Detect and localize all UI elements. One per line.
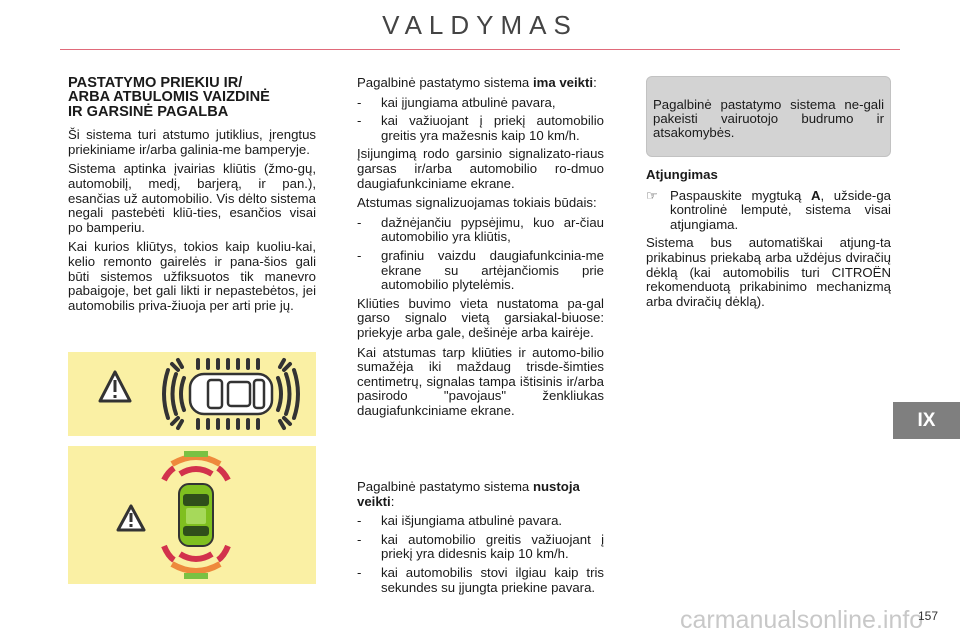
deactivation-heading: Atjungimas bbox=[646, 167, 718, 182]
page-number: 157 bbox=[918, 609, 939, 623]
deactivation-intro-bold: nustoja veikti bbox=[357, 479, 580, 509]
detection-paragraph: Sistema aptinka įvairias kliūtis (žmo-gų, automobilį, medį, barjerą, ir pan.), esančias už automobilio. Vis dėlto sistema negali pastebėti kliū-ties, esančios visai po bamperiu. bbox=[68, 161, 316, 235]
deactivation-column bbox=[646, 168, 891, 314]
button-instruction-suffix: , užside-ga kontrolinė lemputė, sistema visai atjungiama. bbox=[670, 187, 891, 232]
warning-triangle-icon bbox=[118, 506, 144, 530]
list-dash: - bbox=[357, 564, 362, 580]
deactivation-block bbox=[357, 480, 604, 599]
section-title-line: PASTATYMO PRIEKIU IR/ bbox=[68, 75, 243, 91]
list-dash: - bbox=[357, 113, 362, 129]
button-letter: A bbox=[810, 187, 821, 203]
list-item bbox=[357, 514, 604, 529]
car-top-view-illustration bbox=[68, 352, 316, 436]
warning-triangle-icon bbox=[100, 372, 130, 401]
list-item bbox=[357, 566, 604, 595]
button-instruction-prefix: Paspauskite mygtuką bbox=[670, 187, 802, 203]
section-title-line: IR GARSINĖ PAGALBA bbox=[68, 103, 229, 120]
list-dash: - bbox=[357, 531, 362, 547]
list-item-text: kai įjungiama atbulinė pavara, bbox=[381, 94, 556, 110]
list-item bbox=[646, 189, 891, 233]
limitation-paragraph: Kai kurios kliūtys, tokios kaip kuoliu-kai, kelio remonto gairelės ir pana-šios gali būti sistemos užfiksuotos tik manevro pabaigoje, bet gali likti ir nepastebėtos, jei automobilis priva-žiuoja per arti prie jų. bbox=[68, 239, 316, 313]
intro-paragraph: Ši sistema turi atstumo jutiklius, įrengtus priekiniame ir/arba galinia-me bamperyje. bbox=[68, 127, 316, 157]
activation-intro-prefix: Pagalbinė pastatymo sistema bbox=[357, 75, 530, 90]
sensor-illustration-top bbox=[68, 352, 316, 436]
list-dash: - bbox=[357, 513, 362, 529]
list-item bbox=[357, 249, 604, 293]
list-item-text: kai automobilio greitis važiuojant į priekį yra didesnis kaip 10 km/h. bbox=[381, 531, 604, 562]
car-outline bbox=[190, 374, 272, 414]
car-top-view-icon bbox=[179, 484, 213, 546]
list-dash: - bbox=[357, 94, 362, 110]
activation-intro-bold: ima veikti bbox=[532, 75, 594, 90]
front-sensor-zones bbox=[164, 454, 228, 480]
section-title bbox=[68, 76, 316, 119]
location-paragraph: Kliūties buvimo vieta nustatoma pa-gal garso signalo vietą garsiakal-biuose: priekyje arba gale, dešinėje arba kairėje. bbox=[357, 295, 604, 340]
list-item bbox=[357, 533, 604, 562]
signal-paragraph: Įsijungimą rodo garsinio signalizato-riaus garsas ir/arba automobilio ro-dmuo daugiafunkciniame ekrane. bbox=[357, 146, 604, 191]
deactivation-intro bbox=[357, 480, 604, 509]
distance-zones-illustration bbox=[68, 446, 316, 584]
list-item-text: kai važiuojant į priekį automobilio greitis yra mažesnis kaip 10 km/h. bbox=[381, 113, 604, 143]
page-header-title: VALDYMAS bbox=[382, 10, 578, 40]
list-item-text: kai automobilis stovi ilgiau kaip tris sekundes su įjungta priekine pavara. bbox=[381, 564, 604, 595]
watermark: carmanualsonline.info bbox=[680, 606, 924, 634]
intro-column bbox=[68, 76, 316, 318]
operation-column bbox=[357, 76, 604, 423]
activation-intro bbox=[357, 76, 604, 91]
list-item-text: grafiniu vaizdu daugiafunkcinia-me ekrane su artėjančiomis prie automobilio plytelėmis. bbox=[381, 247, 604, 293]
list-item-text: kai išjungiama atbulinė pavara. bbox=[381, 513, 563, 529]
list-item bbox=[357, 96, 604, 111]
list-item-text: dažnėjančiu pypsėjimu, kuo ar-čiau automobilio yra kliūtis, bbox=[381, 214, 604, 245]
warning-note-box bbox=[646, 76, 891, 157]
pointing-hand-icon: ☞ bbox=[646, 187, 658, 203]
header-divider bbox=[60, 49, 900, 50]
warning-note-text: Pagalbinė pastatymo sistema ne-gali pakeisti vairuotojo budrumo ir atsakomybės. bbox=[653, 97, 884, 140]
sensor-illustration-zones bbox=[68, 446, 316, 584]
list-item bbox=[357, 114, 604, 143]
activation-intro-suffix: : bbox=[593, 75, 597, 90]
auto-deactivation-paragraph: Sistema bus automatiškai atjung-ta prikabinus priekabą arba uždėjus dviračių dėklą (kai automobilis turi CITROËN rekomenduotą prikabinimo mechanizmą arba dviračių dėklą). bbox=[646, 235, 891, 309]
list-dash: - bbox=[357, 214, 362, 230]
section-title-line: ARBA ATBULOMIS VAIZDINĖ bbox=[68, 89, 270, 106]
list-item bbox=[357, 216, 604, 245]
close-range-paragraph: Kai atstumas tarp kliūties ir automo-bilio sumažėja iki maždaug trisde-šimties centimetrų, signalas tampa ištisinis ir/arba pasirodo "pavojaus" ženkliukas daugiafunkciniame ekrane. bbox=[357, 344, 604, 418]
deactivation-intro-prefix: Pagalbinė pastatymo sistema bbox=[357, 479, 530, 494]
list-dash: - bbox=[357, 247, 362, 263]
button-instruction bbox=[670, 189, 891, 233]
rear-sensor-zones bbox=[164, 546, 228, 576]
chapter-tab[interactable]: IX bbox=[893, 402, 960, 439]
distance-paragraph: Atstumas signalizuojamas tokiais būdais: bbox=[357, 195, 597, 211]
deactivation-intro-suffix: : bbox=[390, 493, 395, 509]
